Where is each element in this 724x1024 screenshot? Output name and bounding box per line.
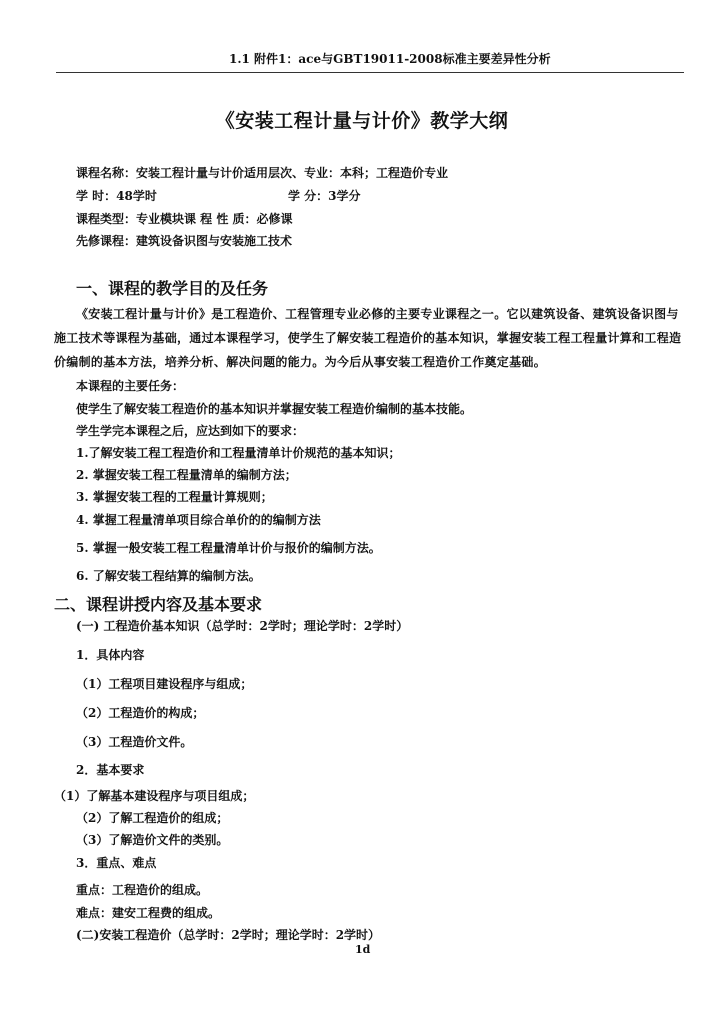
unit2-title: (二)安装工程造价（总学时：2学时；理论学时：2学时）: [76, 928, 381, 942]
content-item: （2）工程造价的构成；: [76, 706, 205, 720]
requirement-item: 2. 掌握安装工程工程量清单的编制方法；: [76, 468, 297, 482]
requirement-item: 6. 了解安装工程结算的编制方法。: [76, 569, 261, 583]
requirement-item: 3. 掌握安装工程的工程量计算规则；: [76, 490, 273, 504]
basic-item: （3）了解造价文件的类别。: [76, 833, 229, 847]
course-prerequisite: 先修课程：建筑设备识图与安装施工技术: [76, 234, 293, 248]
basic-item: （2）了解工程造价的组成；: [76, 811, 229, 825]
header-rule: [56, 72, 684, 73]
tasks-title: 本课程的主要任务：: [76, 379, 185, 393]
basic-item: （1）了解基本建设程序与项目组成；: [54, 789, 255, 803]
content-item: （3）工程造价文件。: [76, 735, 193, 749]
running-header: 1.1 附件1：ace与GBT19011-2008标准主要差异性分析: [229, 52, 551, 66]
basic-title: 2．基本要求: [76, 763, 145, 777]
course-type: 课程类型：专业模块课 程 性 质：必修课: [76, 212, 293, 226]
course-name: 课程名称：安装工程计量与计价适用层次、专业：本科；工程造价专业: [76, 166, 449, 180]
key-point: 重点：工程造价的组成。: [76, 883, 209, 897]
key-title: 3．重点、难点: [76, 856, 157, 870]
course-hours: 学 时：48学时: [76, 189, 157, 203]
document-title: 《安装工程计量与计价》教学大纲: [215, 110, 509, 132]
page-number: 1d: [355, 943, 371, 956]
requirement-item: 4. 掌握工程量清单项目综合单价的的编制方法: [76, 513, 321, 527]
unit1-title: (一) 工程造价基本知识（总学时：2学时；理论学时：2学时）: [76, 619, 409, 633]
section1-paragraph: 《安装工程计量与计价》是工程造价、工程管理专业必修的主要专业课程之一。它以建筑设备、建筑设备识图与施工技术等课程为基础，通过本课程学习，使学生了解安装工程造价的基本知识，掌握安装工程工程量计算和工程造价编制的基本方法，培养分析、解决问题的能力。为今后从事安装工程造价工作奠定基础。: [54, 307, 682, 369]
requirement-item: 1.了解安装工程工程造价和工程量清单计价规范的基本知识；: [76, 446, 401, 460]
section2-heading: 二、课程讲授内容及基本要求: [54, 595, 263, 614]
section1-heading: 一、课程的教学目的及任务: [76, 279, 269, 298]
content-item: （1）工程项目建设程序与组成；: [76, 677, 253, 691]
difficulty-point: 难点：建安工程费的组成。: [76, 906, 221, 920]
tasks-desc: 使学生了解安装工程造价的基本知识并掌握安装工程造价编制的基本技能。: [76, 402, 473, 416]
requirement-item: 5. 掌握一般安装工程工程量清单计价与报价的编制方法。: [76, 541, 381, 555]
requirements-intro: 学生学完本课程之后，应达到如下的要求：: [76, 424, 305, 438]
course-credits: 学 分：3学分: [288, 189, 361, 203]
content-title: 1．具体内容: [76, 648, 145, 662]
